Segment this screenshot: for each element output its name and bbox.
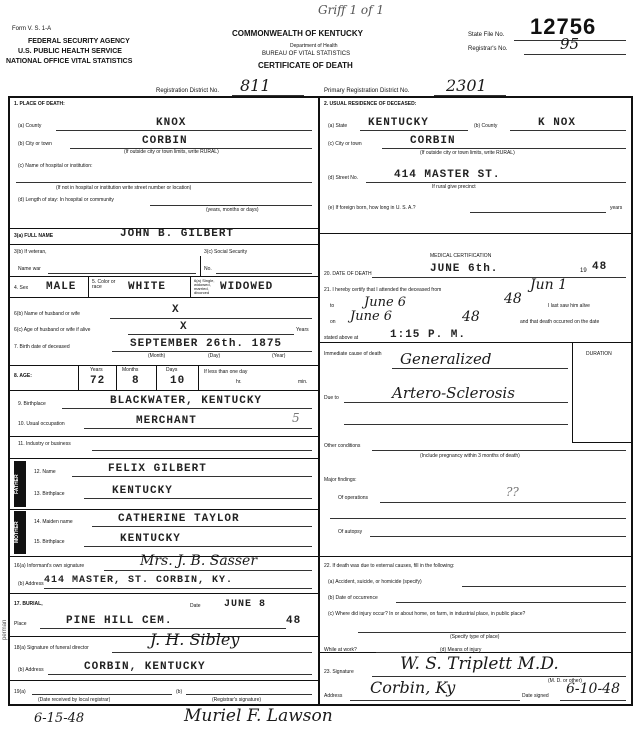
mother-band: MOTHER	[14, 511, 26, 554]
funeral-director-signature: J. H. Sibley	[150, 630, 240, 649]
age-years-head: Years	[90, 367, 103, 373]
received-date-handwritten: 6-15-48	[34, 711, 85, 726]
birth-date-label: 7. Birth date of deceased	[14, 344, 70, 350]
occupation-value: MERCHANT	[136, 415, 197, 427]
less-than-day: If less than one day	[204, 369, 248, 375]
bureau-line: BUREAU OF VITAL STATISTICS	[262, 51, 351, 57]
occupation-label: 10. Usual occupation	[18, 421, 65, 427]
commonwealth-title: COMMONWEALTH OF KENTUCKY	[232, 29, 363, 38]
means-injury-label: (d) Means of injury	[440, 647, 482, 653]
age-hr: hr.	[236, 379, 242, 385]
state-file-label: State File No.	[468, 32, 505, 38]
certificate-title: CERTIFICATE OF DEATH	[258, 61, 353, 70]
full-name-label: 3(a) FULL NAME	[14, 233, 54, 239]
funeral-director-address-label: (b) Address	[18, 667, 44, 673]
res-state-value: KENTUCKY	[368, 117, 429, 129]
q19b-label: (b)	[176, 689, 183, 695]
informant-address: 414 MASTER, ST. CORBIN, KY.	[44, 575, 234, 586]
birthplace-label: 9. Birthplace	[18, 401, 46, 407]
place-of-death-heading: 1. PLACE OF DEATH:	[14, 101, 65, 107]
occupation-mark: 5	[292, 411, 300, 425]
last-seen-date: June 6	[350, 309, 393, 324]
physician-signature-label: 23. Signature	[324, 669, 354, 675]
veteran-label: 3(b) If veteran,	[14, 249, 47, 255]
death-occurred-text: and that death occurred on the date	[520, 319, 600, 325]
res-street-value: 414 MASTER ST.	[394, 169, 501, 181]
burial-place-label: Place	[14, 621, 27, 627]
city-note: (If outside city or town limits, write RURAL)	[124, 149, 219, 155]
spouse-age-value: X	[180, 321, 188, 333]
reg-district-no: 811	[240, 76, 271, 95]
immediate-cause-label: Immediate cause of death	[324, 351, 382, 357]
reg-district-label: Registration District No.	[156, 88, 220, 94]
res-street-label: (d) Street No.	[328, 175, 359, 181]
funeral-director-label: 18(a) Signature of funeral director	[14, 645, 89, 651]
physician-address: Corbin, Ky	[370, 678, 456, 697]
foreign-years: years	[610, 205, 623, 211]
medical-certification-heading: MEDICAL CERTIFICATION	[430, 253, 492, 259]
state-file-number: 12756	[530, 14, 597, 39]
color-label: 5. Color or race	[92, 279, 116, 290]
physician-signature: W. S. Triplett M.D.	[400, 654, 559, 674]
center-divider	[318, 96, 320, 706]
mother-name-label: 14. Maiden name	[34, 519, 73, 525]
birth-day: (Day)	[208, 353, 221, 359]
birth-year: (Year)	[272, 353, 286, 359]
registrar-signature-handwritten: Muriel F. Lawson	[184, 706, 333, 726]
hospital-label: (c) Name of hospital or institution:	[18, 163, 93, 169]
res-city-label: (c) City or town	[328, 141, 362, 147]
father-birthplace-value: KENTUCKY	[112, 485, 173, 497]
margin-note: perman	[2, 619, 8, 640]
county-value: KNOX	[156, 117, 187, 129]
spouse-name-value: X	[172, 304, 180, 316]
time-of-death: 1:15 P. M.	[390, 329, 467, 341]
age-label: 8. AGE:	[14, 373, 32, 379]
immediate-cause: Generalized	[400, 350, 492, 368]
at-work-label: While at work?	[324, 647, 357, 653]
date-signed: 6-10-48	[566, 681, 620, 697]
agency-line-3: NATIONAL OFFICE VITAL STATISTICS	[6, 58, 133, 65]
rural-note: If rural give precinct	[432, 184, 476, 190]
burial-label: 17. BURIAL,	[14, 601, 43, 607]
injury-place-label: (c) Where did injury occur? In or about home, on farm, in industrial place, in public place?	[328, 611, 526, 617]
informant-label: 16(a) Informant's own signature	[14, 563, 85, 569]
burial-place: PINE HILL CEM.	[66, 615, 173, 627]
agency-line-1: FEDERAL SECURITY AGENCY	[28, 38, 130, 45]
burial-year: 48	[286, 615, 302, 627]
county-label: (a) County	[18, 123, 42, 129]
date-of-death-prefix: 19	[580, 268, 587, 274]
date-occurrence-label: (b) Date of occurrence	[328, 595, 378, 601]
res-county-value: K NOX	[538, 117, 577, 129]
md-note: (M. D. or other)	[548, 678, 582, 684]
primary-reg-label: Primary Registration District No.	[324, 88, 410, 94]
pregnancy-note: (Include pregnancy within 3 months of death)	[420, 453, 520, 459]
form-number: Form V. S. 1-A	[12, 26, 52, 32]
q19a-label: 19(a)	[14, 689, 26, 695]
age-days: 10	[170, 375, 186, 387]
mother-birthplace-label: 15. Birthplace	[34, 539, 65, 545]
social-security-label: 3(c) Social Security	[204, 249, 248, 255]
spouse-age-label: 6(c) Age of husband or wife if alive	[14, 327, 91, 333]
age-years: 72	[90, 375, 106, 387]
stay-note: (years, months or days)	[206, 207, 259, 213]
city-label: (b) City or town	[18, 141, 52, 147]
hospital-note: (If not in hospital or institution write street number or location)	[56, 185, 192, 191]
res-city-note: (If outside city or town limits, write RURAL)	[420, 150, 515, 156]
duration-heading: DURATION	[586, 351, 612, 357]
marital-value: WIDOWED	[220, 281, 274, 293]
age-min: min.	[298, 379, 308, 385]
mother-name-value: CATHERINE TAYLOR	[118, 513, 240, 525]
marital-label: 6(a) Single, widowed, married, divorced	[194, 278, 215, 295]
res-city-value: CORBIN	[410, 135, 456, 147]
certify-text: 21. I hereby certify that I attended the deceased from	[324, 287, 442, 293]
operations-mark: ??	[506, 485, 519, 499]
attended-year: 48	[504, 291, 522, 307]
age-days-head: Days	[166, 367, 178, 373]
father-band: FATHER	[14, 461, 26, 507]
burial-date: JUNE 8	[224, 599, 267, 610]
corner-scribble: Griff 1 of 1	[318, 3, 385, 17]
sex-label: 4. Sex	[14, 285, 29, 291]
foreign-born-label: (e) If foreign born, how long in U. S. A.?	[328, 205, 416, 211]
registrar-no-label: Registrar's No.	[468, 46, 508, 52]
department-line: Department of Health	[290, 43, 338, 49]
saw-alive-text: I last saw him alive	[548, 303, 590, 309]
mother-birthplace-value: KENTUCKY	[120, 533, 181, 545]
industry-label: 11. Industry or business	[18, 441, 71, 447]
spouse-name-label: 6(b) Name of husband or wife	[14, 311, 80, 317]
age-months: 8	[132, 375, 140, 387]
social-security-no: No.	[204, 266, 212, 272]
date-of-death-label: 20. DATE OF DEATH	[324, 271, 372, 277]
informant-address-label: (b) Address	[18, 581, 44, 587]
secondary-cause: Artero-Sclerosis	[392, 384, 515, 402]
of-operations-label: Of operations	[338, 495, 369, 501]
birth-month: (Month)	[148, 353, 166, 359]
name-war-label: Name war	[18, 266, 41, 272]
funeral-director-address: CORBIN, KENTUCKY	[84, 661, 206, 673]
res-county-label: (b) County	[474, 123, 498, 129]
usual-residence-heading: 2. USUAL RESIDENCE OF DECEASED:	[324, 101, 417, 107]
date-of-death-value: JUNE 6th.	[430, 263, 499, 275]
spouse-age-years: Years	[296, 327, 309, 333]
certify-to: to	[330, 303, 335, 309]
date-of-death-year: 48	[592, 261, 608, 273]
age-months-head: Months	[122, 367, 139, 373]
registrar-signature-caption: (Registrar's signature)	[212, 697, 262, 703]
date-signed-label: Date signed	[522, 693, 549, 699]
father-name-label: 12. Name	[34, 469, 56, 475]
res-state-label: (a) State	[328, 123, 348, 129]
attended-to: June 6	[364, 295, 407, 310]
stay-label: (d) Length of stay: In hospital or community	[18, 197, 114, 203]
birth-date-value: SEPTEMBER 26th. 1875	[130, 338, 283, 350]
father-name-value: FELIX GILBERT	[108, 463, 207, 475]
sex-value: MALE	[46, 281, 77, 293]
physician-address-label: Address	[324, 693, 343, 699]
agency-line-2: U.S. PUBLIC HEALTH SERVICE	[18, 48, 122, 55]
primary-reg-no: 2301	[446, 76, 487, 95]
birthplace-value: BLACKWATER, KENTUCKY	[110, 395, 263, 407]
due-to-label: Due to	[324, 395, 339, 401]
burial-date-label: Date	[190, 603, 201, 609]
attended-from: Jun 1	[530, 277, 568, 293]
external-causes-label: 22. If death was due to external causes, fill in the following:	[324, 563, 455, 569]
type-place-note: (Specify type of place)	[450, 634, 500, 640]
color-value: WHITE	[128, 281, 167, 293]
informant-signature: Mrs. J. B. Sasser	[140, 553, 258, 569]
accident-label: (a) Accident, suicide, or homicide (specify)	[328, 579, 422, 585]
father-birthplace-label: 13. Birthplace	[34, 491, 65, 497]
date-received-caption: (Date received by local registrar)	[38, 697, 111, 703]
full-name-value: JOHN B. GILBERT	[120, 228, 235, 240]
of-autopsy-label: Of autopsy	[338, 529, 363, 535]
city-value: CORBIN	[142, 135, 188, 147]
certify-on: on	[330, 319, 336, 325]
stated-above-text: stated above at	[324, 335, 359, 341]
major-findings-label: Major findings:	[324, 477, 357, 483]
other-conditions-label: Other conditions	[324, 443, 361, 449]
registrar-no: 95	[560, 35, 580, 53]
last-seen-year: 48	[462, 309, 480, 325]
